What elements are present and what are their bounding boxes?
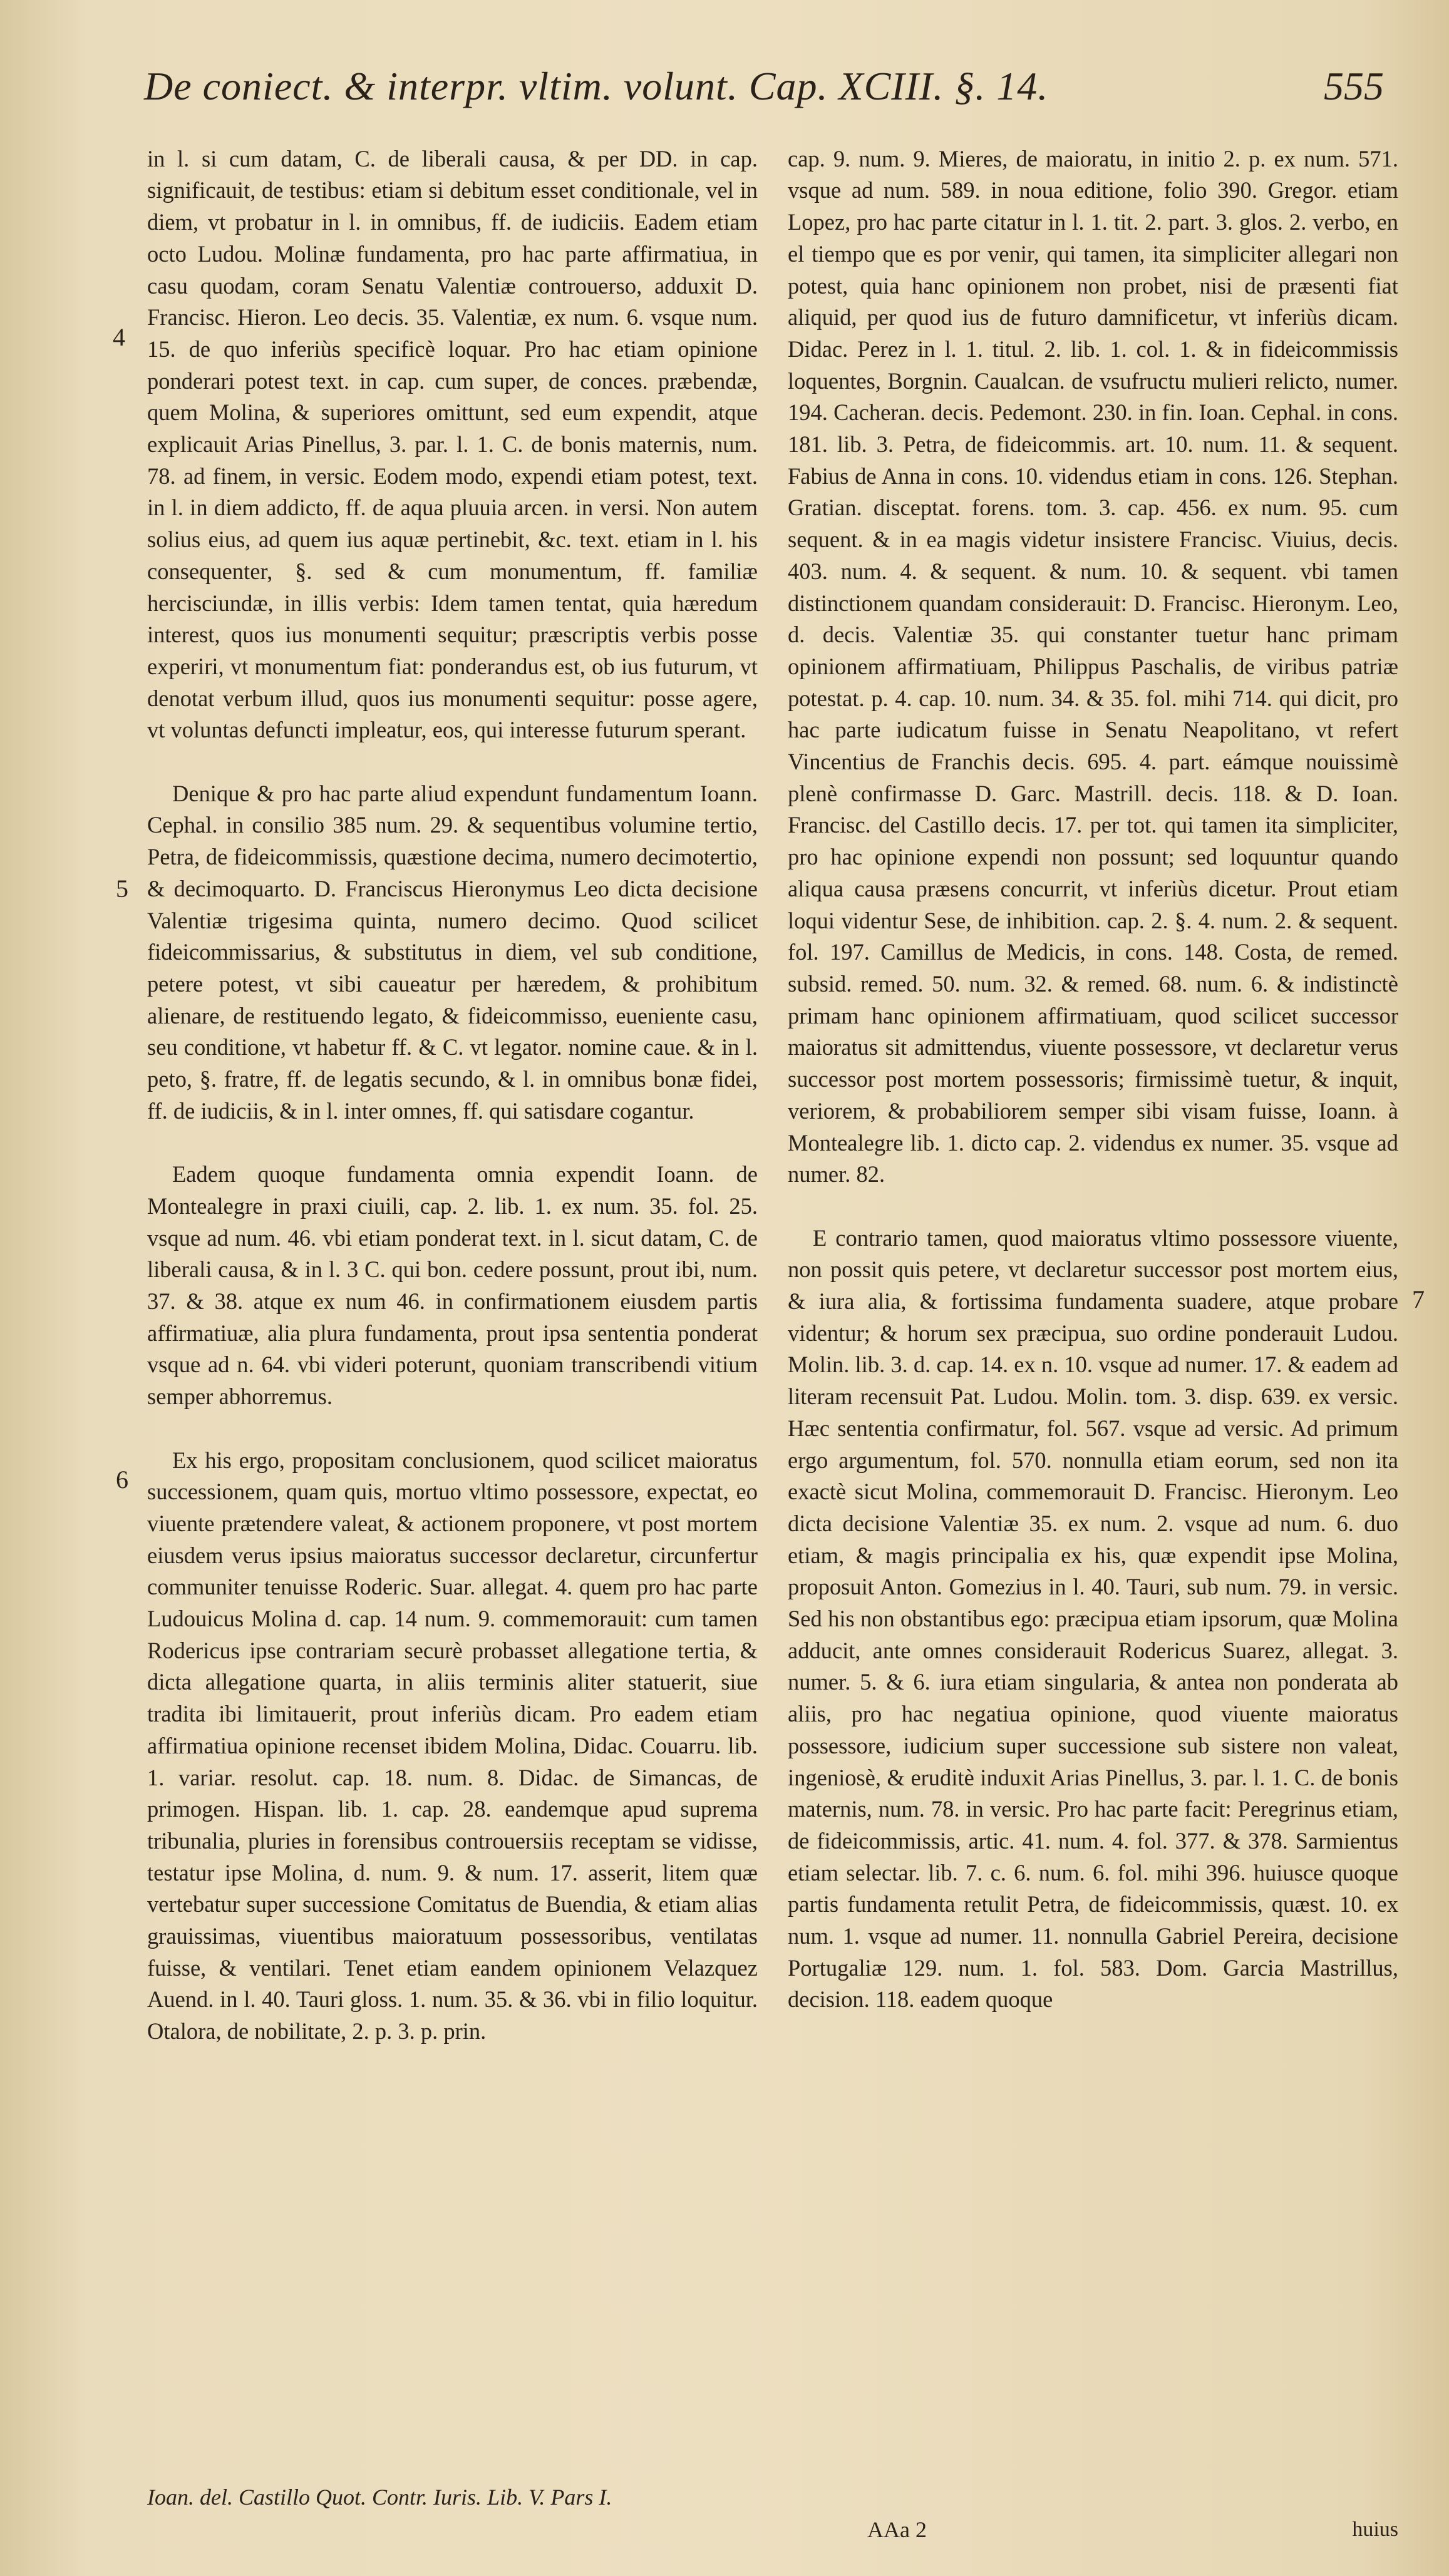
left-paragraph-1: in l. si cum datam, C. de liberali causa, & per DD. in cap. significauit, de testibus: etiam si debitum esset conditionale, vel in diem, vt probatur in l. in omnibus, ff. de iudiciis. Eadem etiam octo Ludou. Molinæ fundamenta, pro hac parte affirmatiua, in casu quodam, coram Senatu Valentiæ controuerso, adduxit D. Francisc. Hieron. Leo decis. 35. Valentiæ, ex num. 6. vsque num. 15. de quo inferiùs specificè loquar. Pro hac etiam opinione ponderari potest text. in cap. cum super, de conces. præbendæ, quem Molina, & superiores omittunt, sed eum expendit, atque explicauit Arias Pinellus, 3. par. l. 1. C. de bonis maternis, num. 78. ad finem, in versic. Eodem modo, expendi etiam potest, text. in l. in diem addicto, ff. de aqua pluuia arcen. in versi. Non autem solius eius, ad quem ius aquæ pertinebit, &c. text. etiam in l. his consequenter, §. sed & cum monumentum, ff. familiæ hercisciundæ, in illis verbis: Idem tamen tentat, quia hæredum interest, quos ius monumenti sequitur; præscriptis verbis posse experiri, vt monumentum fiat: ponderandus est, ob ius futurum, vt denotat verbum illud, quos ius monumenti sequitur: posse agere, vt voluntas defuncti impleatur, eos, qui interesse futurum sperant. <box>147 145 758 743</box>
running-head: De coniect. & interpr. vltim. volunt. Cap. XCIII. §. 14. <box>144 64 1049 108</box>
left-paragraph-4: Ex his ergo, propositam conclusionem, quod scilicet maioratus successionem, quam quis, mortuo vltimo possessore, expectat, eo viuente prætendere valeat, & actionem proponere, vt post mortem eiusdem verus ipsius maioratus successor declaretur, circunfertur communiter tenuisse Roderic. Suar. allegat. 4. quem pro hac parte Ludouicus Molina d. cap. 14 num. 9. commemorauit: cum tamen Rodericus ipse contrariam securè probasset allegatione tertia, & dicta allegatione quarta, in aliis terminis aliter statuerit, siue tradita ibi limitauerit, prout inferiùs dicam. Pro eadem etiam affirmatiua opinione recenset ibidem Molina, Didac. Couarru. lib. 1. variar. resolut. cap. 18. num. 8. Didac. de Simancas, de primogen. Hispan. lib. 1. cap. 28. eandemque apud suprema tribunalia, pluries in forensibus controuersiis receptam se vidisse, testatur ipse Molina, d. num. 9. & num. 17. asserit, litem quæ vertebatur super successione Comitatus de Buendia, & etiam alias grauissimas, viuentibus maioratuum possessoribus, ventilatas fuisse, & ventilari. Tenet etiam eandem opinionem Velazquez Auend. in l. 40. Tauri gloss. 1. num. 35. & 36. vbi in filio loquitur. Otalora, de nobilitate, 2. p. 3. p. prin. <box>147 1447 758 2045</box>
page-header <box>144 61 1384 118</box>
footer-title: Ioan. del. Castillo Quot. Contr. Iuris. Lib. V. Pars I. <box>147 2485 612 2510</box>
left-paragraph-2: Denique & pro hac parte aliud expendunt fundamentum Ioann. Cephal. in consilio 385 num. 29. & sequentibus volumine tertio, Petra, de fideicommissis, quæstione decima, numero decimotertio, & decimoquarto. D. Franciscus Hieronymus Leo dicta decisione Valentiæ trigesima quinta, numero decimo. Quod scilicet fideicommissarius, & substitutus in diem, vel sub conditione, petere potest, vt sibi caueatur per hæredem, & prohibitum alienare, de restituendo legato, & fideicommisso, eueniente casu, seu conditione, vt habetur ff. & C. vt legator. nomine caue. & in l. peto, §. fratre, ff. de legatis secundo, & l. in omnibus bonæ fidei, ff. de iudiciis, & in l. inter omnes, ff. qui satisdare cogantur. <box>147 780 758 1124</box>
page-number: 555 <box>1324 64 1384 108</box>
right-paragraph-1: cap. 9. num. 9. Mieres, de maioratu, in initio 2. p. ex num. 571. vsque ad num. 589. in noua editione, folio 390. Gregor. etiam Lopez, pro hac parte citatur in l. 1. tit. 2. part. 3. glos. 2. verbo, en el tiempo que es por venir, qui tamen, ita simpliciter allegari non potest, quia hanc opinionem non probet, nisi de præsenti fiat aliquid, per quod ius de futuro damnificetur, vt inferiùs dicam. Didac. Perez in l. 1. titul. 2. lib. 1. col. 1. & in fideicommissis loquentes, Borgnin. Caualcan. de vsufructu mulieri relicto, numer. 194. Cacheran. decis. Pedemont. 230. in fin. Ioan. Cephal. in cons. 181. lib. 3. Petra, de fideicommis. art. 10. num. 11. & sequent. Fabius de Anna in cons. 10. videndus etiam in cons. 126. Stephan. Gratian. disceptat. forens. tom. 3. cap. 456. ex num. 95. cum sequent. & in ea magis videtur insistere Francisc. Viuius, decis. 403. num. 4. & sequent. & num. 10. & sequent. vbi tamen distinctionem quandam considerauit: D. Francisc. Hieronym. Leo, d. decis. Valentiæ 35. qui constanter tuetur hanc primam opinionem affirmatiuam, Philippus Paschalis, de viribus patriæ potestat. p. 4. cap. 10. num. 34. & 35. fol. mihi 714. qui dicit, pro hac parte iudicatum fuisse in Senatu Neapolitano, vt refert Vincentius de Franchis decis. 695. 4. part. eámque nouissimè plenè confirmasse D. Garc. Mastrill. decis. 118. & D. Ioan. Francisc. del Castillo decis. 17. per tot. qui tamen ita simpliciter, pro hac opinione expendi non possunt; sed loquuntur quando aliqua causa præsens concurrit, vt inferiùs dicetur. Prout etiam loqui videntur Sese, de inhibition. cap. 2. §. 4. num. 2. & sequent. fol. 197. Camillus de Medicis, in cons. 148. Costa, de remed. subsid. remed. 50. num. 32. & remed. 68. num. 6. & indistinctè primam hanc opinionem affirmatiuam, quod scilicet successor maioratus sit admittendus, viuente possessore, vt declaretur verus successor post mortem possessoris; firmissimè tuetur, & inquit, veriorem, & probabiliorem semper sibi visam fuisse, Ioann. à Montealegre lib. 1. dicto cap. 2. videndus ex numer. 35. vsque ad numer. 82. <box>788 145 1398 1188</box>
right-column <box>788 111 1398 2048</box>
catchword: huius <box>1352 2518 1398 2541</box>
page-footer <box>147 2482 1398 2551</box>
signature-mark: AAa 2 <box>867 2517 927 2542</box>
left-paragraph-3: Eadem quoque fundamenta omnia expendit Ioann. de Montealegre in praxi ciuili, cap. 2. lib. 1. ex num. 35. fol. 25. vsque ad num. 46. vbi etiam ponderat text. in l. sicut datam, C. de liberali causa, & in l. 3 C. qui bon. cedere possunt, prout ibi, num. 37. & 38. atque ex num 46. in confirmationem eiusdem partis affirmatiuæ, alia plura fundamenta, prout ipsa sententia ponderat vsque ad n. 64. vbi videri poterunt, quoniam transcribendi vitium semper abhorremus. <box>147 1161 758 1410</box>
margin-number-4: 4 <box>113 323 125 351</box>
margin-number-6: 6 <box>116 1465 128 1494</box>
margin-number-7: 7 <box>1412 1285 1425 1313</box>
right-paragraph-2: E contrario tamen, quod maioratus vltimo possessore viuente, non possit quis petere, vt declaretur successor post mortem eius, & iura alia, & fortissima fundamenta suadere, atque probare videntur; & horum sex præcipua, suo ordine ponderauit Ludou. Molin. lib. 3. d. cap. 14. ex n. 10. vsque ad numer. 17. & eadem ad literam recensuit Pat. Ludou. Molin. tom. 3. disp. 639. ex versic. Hæc sententia confirmatur, fol. 567. vsque ad versic. Ad primum ergo argumentum, fol. 570. nonnulla etiam eorum, sed non ita exactè sicut Molina, commemorauit D. Francisc. Hieronym. Leo dicta decisione Valentiæ 35. ex num. 2. vsque ad num. 6. duo etiam, & magis principalia ex his, quæ expendit ipse Molina, proposuit Anton. Gomezius in l. 40. Tauri, sub num. 79. in versic. Sed his non obstantibus ego: præcipua etiam ipsorum, quæ Molina adducit, ante omnes considerauit Rodericus Suarez, allegat. 3. numer. 5. & 6. iura etiam singularia, & antea non ponderata ab aliis, pro hac negatiua opinione, quod viuente maioratus possessore, iudicium super successione sub sistere non valeat, ingeniosè, & eruditè induxit Arias Pinellus, 3. par. l. 1. C. de bonis maternis, num. 78. in versic. Pro hac parte facit: Peregrinus etiam, de fideicommissis, artic. 41. num. 4. fol. 377. & 378. Sarmientus etiam selectar. lib. 7. c. 6. num. 6. fol. mihi 396. huiusce quoque partis fundamenta retulit Petra, de fideicommissis, quæst. 10. ex num. 1. vsque ad numer. 11. nonnulla Gabriel Pereira, decisione Portugaliæ 129. num. 1. fol. 583. Dom. Garcia Mastrillus, decision. 118. eadem quoque <box>788 1224 1398 2013</box>
margin-number-5: 5 <box>116 875 128 903</box>
left-column <box>147 111 758 2080</box>
